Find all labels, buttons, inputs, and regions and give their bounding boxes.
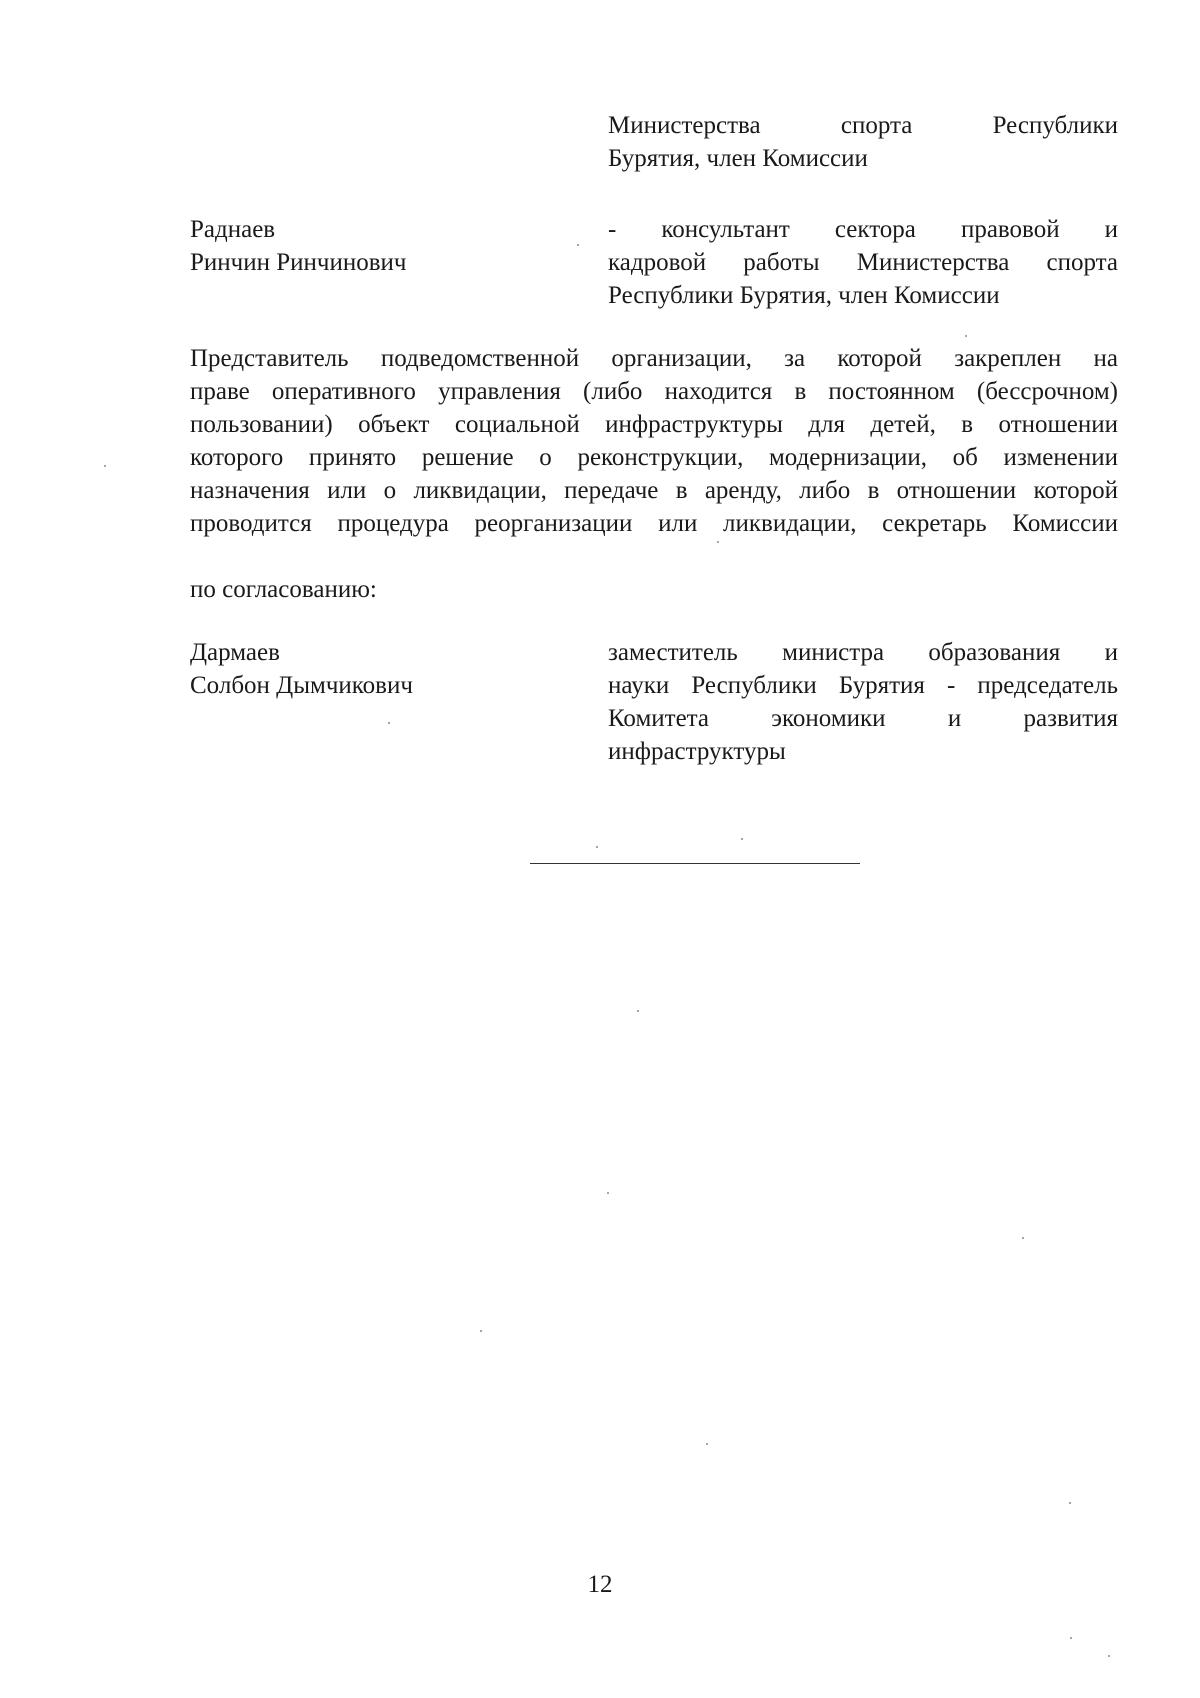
scan-speck [706,1443,708,1445]
representative-line-4: которого принято решение о реконструкции, модернизации, об изменении [190,444,1118,471]
scan-speck [1069,1502,1071,1504]
member-role-line-3: Республики Бурятия, член Комиссии [608,282,1000,309]
closing-rule [530,863,860,864]
member-role-line-3: Комитета экономики и развития [608,705,1118,732]
top-block-line-1: Министерства спорта Республики [608,112,1118,139]
scan-speck [717,541,719,543]
scan-speck [741,838,743,840]
page-number: 12 [587,1571,613,1598]
member-surname: Дармаев [190,639,280,666]
member-name: Солбон Дымчикович [190,672,413,699]
representative-line-1: Представитель подведомственной организации, за которой закреплен на [190,345,1118,372]
scan-speck [637,1010,639,1012]
agreement-label: по согласованию: [190,576,377,603]
top-block-line-2: Бурятия, член Комиссии [608,145,868,172]
scan-speck [1108,1655,1110,1657]
scan-speck [480,1330,482,1332]
scan-speck [104,465,106,467]
member-role-line-1: заместитель министра образования и [608,639,1118,666]
representative-line-2: праве оперативного управления (либо находится в постоянном (бессрочном) [190,378,1118,405]
scan-speck [1022,1237,1024,1239]
representative-line-5: назначения или о ликвидации, передаче в аренду, либо в отношении которой [190,477,1118,504]
scan-speck [388,722,390,724]
scan-speck [1070,1637,1072,1639]
representative-line-6: проводится процедура реорганизации или ликвидации, секретарь Комиссии [190,510,1118,537]
scan-speck [965,335,967,337]
member-role-line-2: кадровой работы Министерства спорта [608,249,1118,276]
scan-speck [596,846,598,848]
member-role-line-4: инфраструктуры [608,738,786,765]
scan-speck [607,1192,609,1194]
member-surname: Раднаев [190,216,276,243]
representative-line-3: пользовании) объект социальной инфраструктуры для детей, в отношении [190,411,1118,438]
member-name: Ринчин Ринчинович [190,249,407,276]
member-role-line-1: - консультант сектора правовой и [608,216,1118,243]
member-role-line-2: науки Республики Бурятия - председатель [608,672,1118,699]
scan-speck [577,244,579,246]
